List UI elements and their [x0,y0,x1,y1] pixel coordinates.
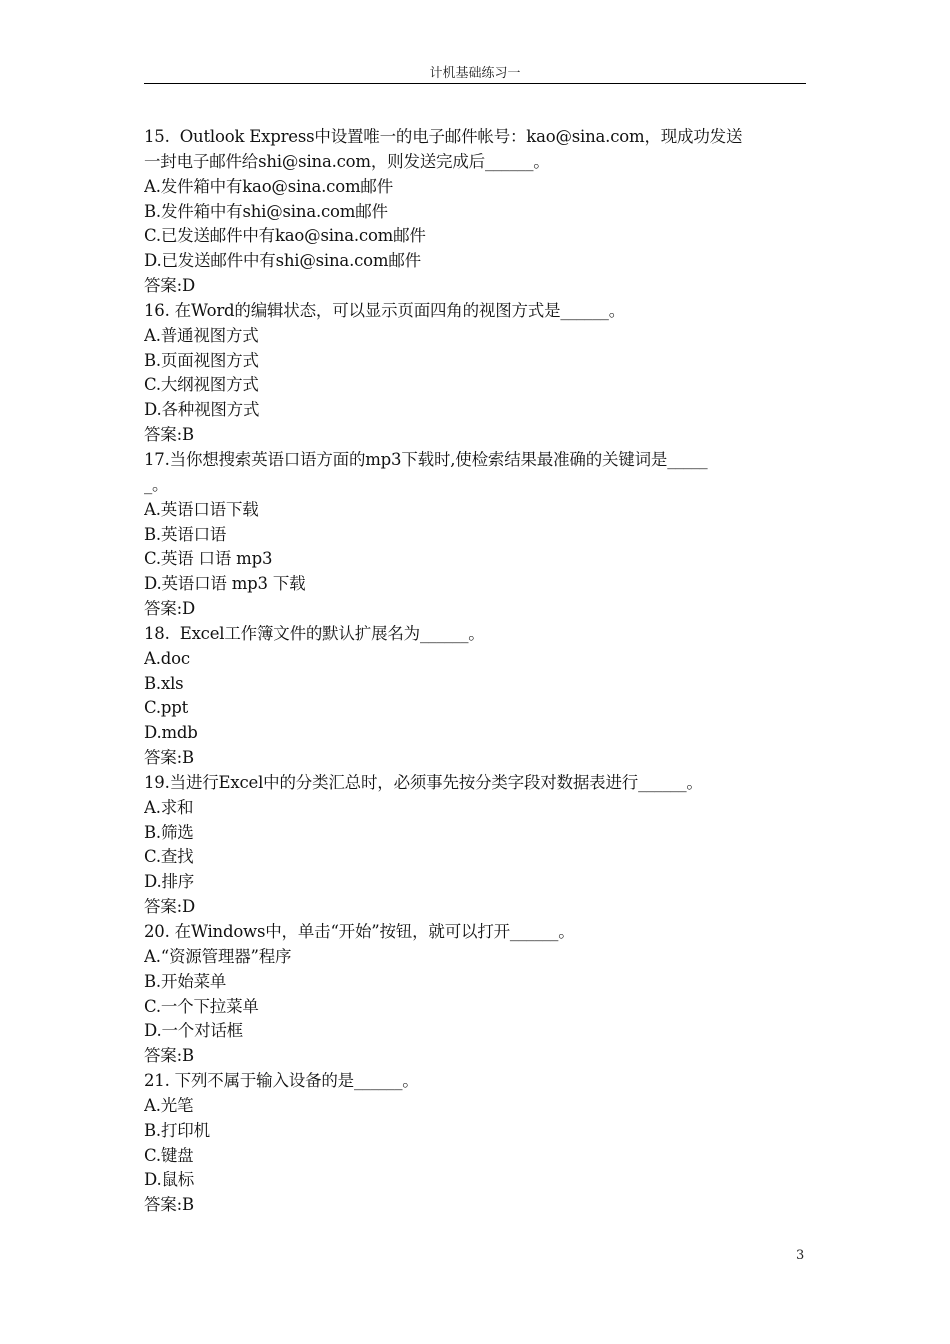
document-line: _。 [144,474,169,494]
document-body [144,125,810,1218]
option-line: C.已发送邮件中有kao@sina.com邮件 [144,226,426,246]
answer-line: 答案:D [144,599,195,619]
option-line: B.英语口语 [144,524,227,544]
option-line: B.页面视图方式 [144,350,259,370]
option-line: A.英语口语下载 [144,499,259,519]
option-line: C.大纲视图方式 [144,375,259,395]
question-line: 19.当进行Excel中的分类汇总时，必须事先按分类字段对数据表进行______。 [144,772,703,792]
option-line: B.打印机 [144,1120,210,1140]
question-line: 17.当你想搜索英语口语方面的mp3下载时,使检索结果最准确的关键词是_____ [144,449,708,469]
option-line: C.英语 口语 mp3 [144,549,273,569]
option-line: D.英语口语 mp3 下载 [144,574,306,594]
option-line: C.一个下拉菜单 [144,996,259,1016]
question-line: 15. Outlook Express中设置唯一的电子邮件帐号：kao@sina.com，现成功发送 [144,127,743,146]
option-line: A.普通视图方式 [144,325,259,345]
option-line: B.筛选 [144,822,194,842]
option-line: D.一个对话框 [144,1021,243,1041]
question-line: 18. Excel工作簿文件的默认扩展名为______。 [144,623,485,643]
option-line: B.开始菜单 [144,971,227,991]
option-line: A.光笔 [144,1095,194,1115]
answer-line: 答案:B [144,748,194,768]
option-line: C.键盘 [144,1145,194,1165]
option-line: B.xls [144,673,184,693]
document-line: 一封电子邮件给shi@sina.com，则发送完成后______。 [144,151,550,171]
option-line: C.查找 [144,847,194,867]
option-line: A.“资源管理器”程序 [144,946,292,966]
option-line: D.排序 [144,872,195,892]
option-line: A.doc [144,648,190,668]
question-line: 20. 在Windows中，单击“开始”按钮，就可以打开______。 [144,922,575,941]
question-line: 16. 在Word的编辑状态，可以显示页面四角的视图方式是______。 [144,300,626,320]
option-line: B.发件箱中有shi@sina.com邮件 [144,201,388,221]
option-line: C.ppt [144,698,189,718]
page-number: 3 [796,1248,805,1263]
question-line: 21. 下列不属于输入设备的是______。 [144,1071,419,1091]
answer-line: 答案:B [144,1195,194,1215]
answer-line: 答案:B [144,425,194,445]
answer-line: 答案:D [144,276,195,296]
option-line: D.已发送邮件中有shi@sina.com邮件 [144,251,421,271]
answer-line: 答案:B [144,1046,194,1066]
option-line: D.各种视图方式 [144,400,260,420]
page-header-title: 计机基础练习一 [429,66,521,81]
option-line: D.mdb [144,723,198,743]
option-line: A.求和 [144,797,194,817]
option-line: A.发件箱中有kao@sina.com邮件 [144,176,394,196]
header-divider [144,83,806,84]
answer-line: 答案:D [144,897,195,917]
option-line: D.鼠标 [144,1170,195,1190]
